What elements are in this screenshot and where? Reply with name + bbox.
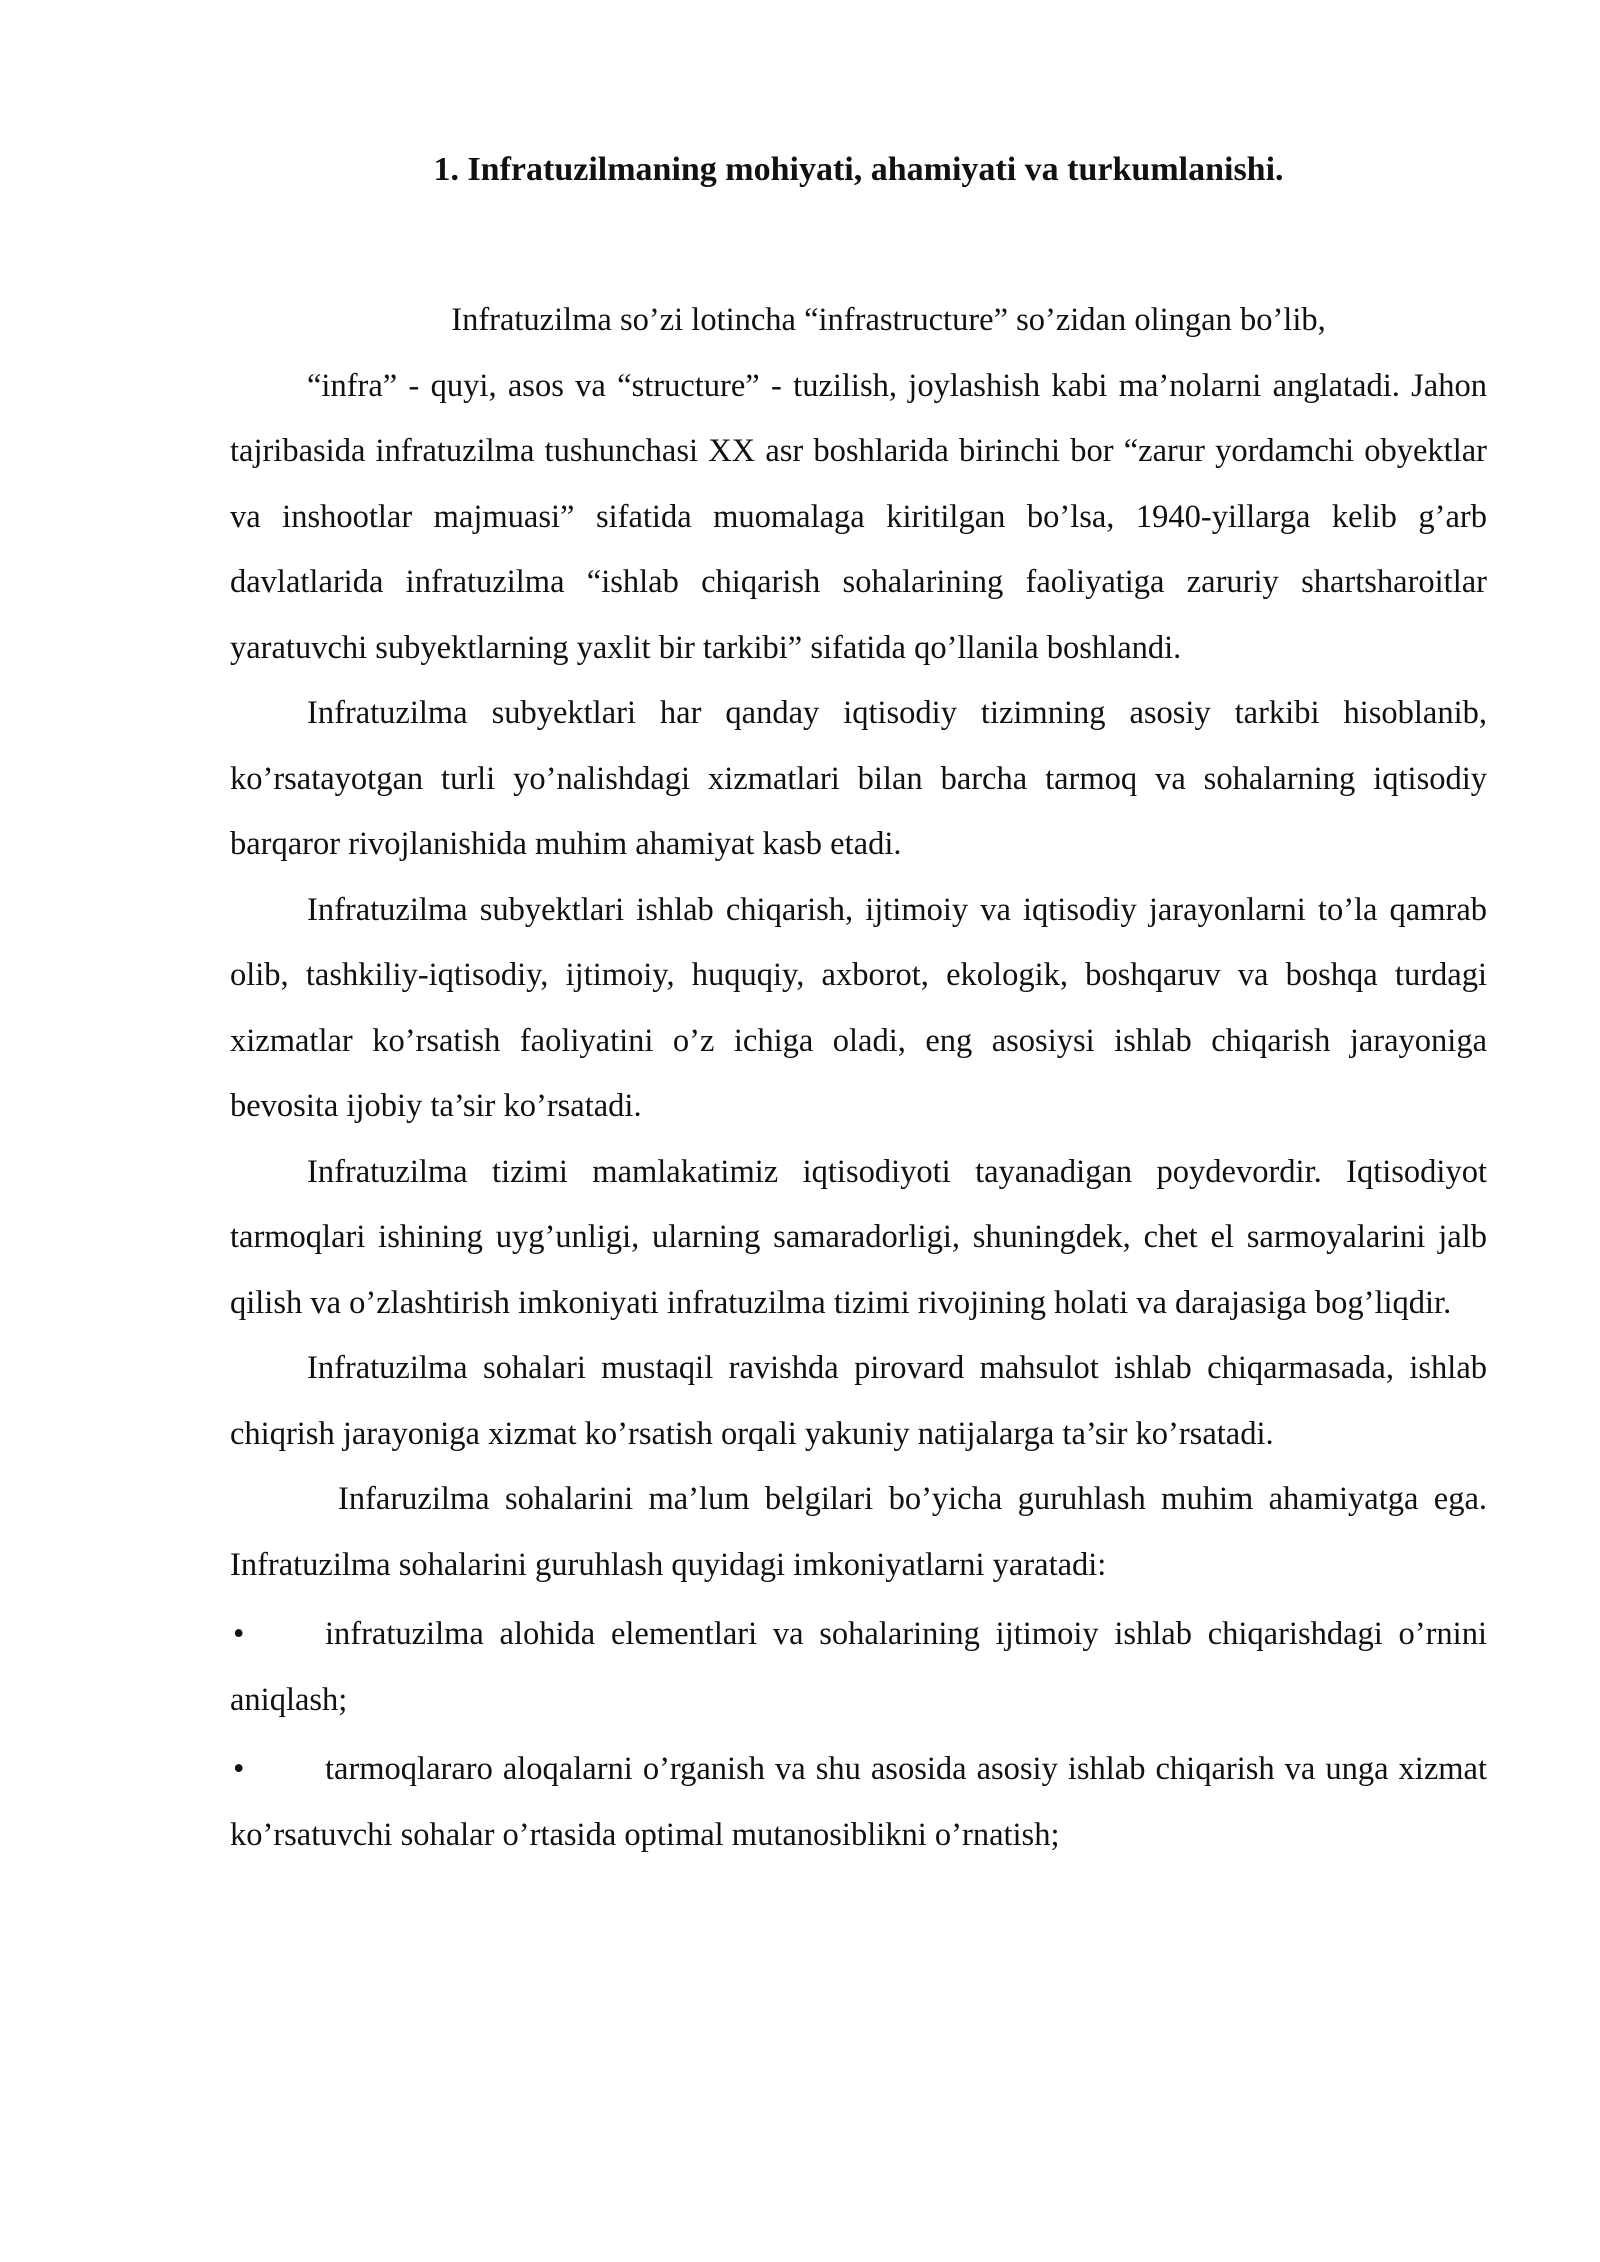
- paragraph-services: Infratuzilma subyektlari ishlab chiqarish, ijtimoiy va iqtisodiy jarayonlarni to’la qamrab olib, tashkiliy-iqtisodiy, ijtimoiy, huquqiy, axborot, ekologik, boshqaruv va boshqa turdagi xizmatlar ko’rsatish faoliyatini o’z ichiga oladi, eng asosiysi ishlab chiqarish jarayoniga bevosita ijobiy ta’sir ko’rsatadi.: [230, 891, 1487, 1124]
- paragraph-grouping: Infaruzilma sohalarini ma’lum belgilari bo’yicha guruhlash muhim ahamiyatga ega. Infratuzilma sohalarini guruhlash quyidagi imkoniyatlarni yaratadi:: [230, 1481, 1487, 1583]
- list-item: [230, 1602, 1487, 1733]
- paragraph-definition: “infra” - quyi, asos va “structure” - tuzilish, joylashish kabi ma’nolarni anglatadi. Jahon tajribasida infratuzilma tushunchasi XX asr boshlarida birinchi bor “zarur yordamchi obyektlar va inshootlar majmuasi” sifatida muomalaga kiritilgan bo’lsa, 1940-yillarga kelib g’arb davlatlarida infratuzilma “ishlab chiqarish sohalarining faoliyatiga zaruriy shartsharoitlar yaratuvchi subyektlarning yaxlit bir tarkibi” sifatida qo’llanila boshlandi.: [230, 367, 1487, 666]
- paragraph-sectors: Infratuzilma sohalari mustaqil ravishda pirovard mahsulot ishlab chiqarmasada, ishlab chiqrish jarayoniga xizmat ko’rsatish orqali yakuniy natijalarga ta’sir ko’rsatadi.: [230, 1350, 1487, 1452]
- list-item: [230, 1737, 1487, 1868]
- list-item-text: tarmoqlararo aloqalarni o’rganish va shu asosida asosiy ishlab chiqarish va unga xizmat ko’rsatuvchi sohalar o’rtasida optimal mutanosiblikni o’rnatish;: [230, 1751, 1487, 1853]
- bullet-icon: •: [233, 1751, 245, 1787]
- list-item-text: infratuzilma alohida elementlari va sohalarining ijtimoiy ishlab chiqarishdagi o’rnini aniqlash;: [230, 1616, 1487, 1718]
- paragraph-subjects: Infratuzilma subyektlari har qanday iqtisodiy tizimning asosiy tarkibi hisoblanib, ko’rsatayotgan turli yo’nalishdagi xizmatlari bilan barcha tarmoq va sohalarning iqtisodiy barqaror rivojlanishida muhim ahamiyat kasb etadi.: [230, 695, 1487, 862]
- bullet-icon: •: [233, 1616, 245, 1652]
- paragraph-foundation: Infratuzilma tizimi mamlakatimiz iqtisodiyoti tayanadigan poydevordir. Iqtisodiyot tarmoqlari ishining uyg’unligi, ularning samaradorligi, shuningdek, chet el sarmoyalarini jalb qilish va o’zlashtirish imkoniyati infratuzilma tizimi rivojining holati va darajasiga bog’liqdir.: [230, 1153, 1487, 1321]
- page-title: 1. Infratuzilmaning mohiyati, ahamiyati va turkumlanishi.: [433, 151, 1284, 188]
- paragraph-intro-line: Infratuzilma so’zi lotincha “infrastructure” so’zidan olingan bo’lib,: [451, 302, 1326, 338]
- document-page: [230, 150, 1487, 1868]
